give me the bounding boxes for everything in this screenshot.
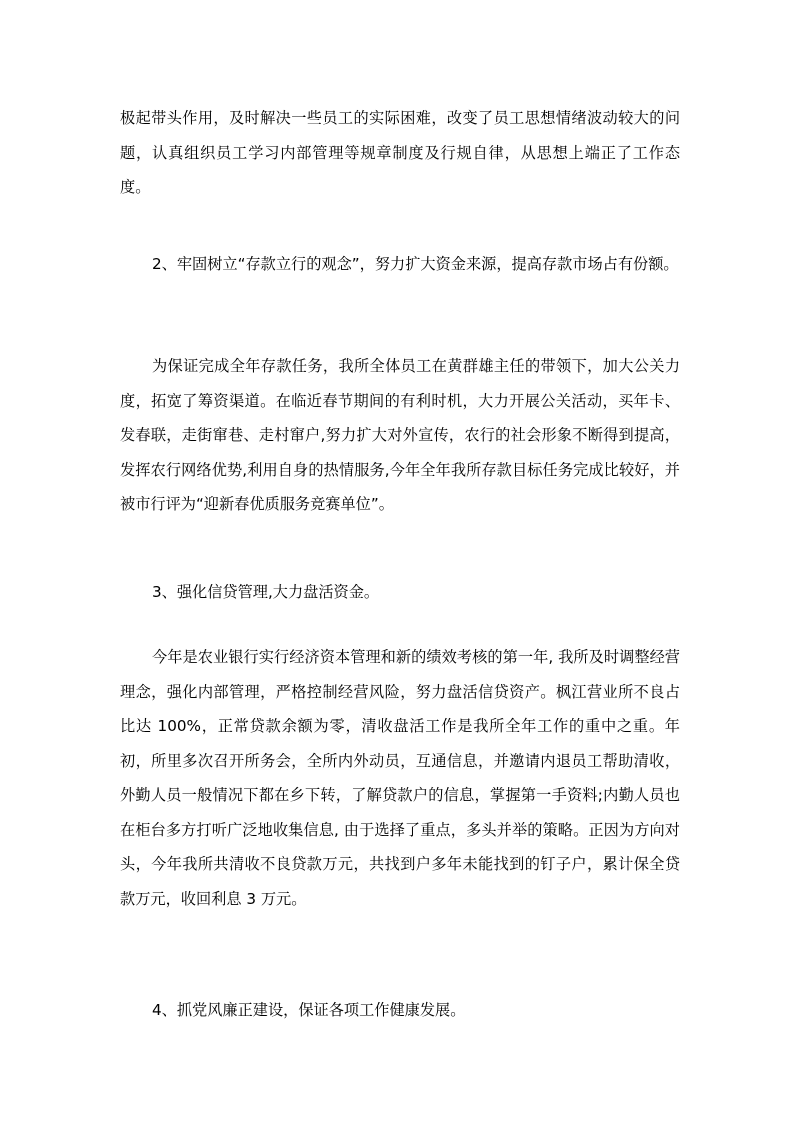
paragraph-credit-management: 今年是农业银行实行经济资本管理和新的绩效考核的第一年, 我所及时调整经营理念，强化内部管理，严格控制经营风险，努力盘活信贷资产。枫江营业所不良占比达 100%，正常贷款余额为零，清收盘活工作是我所全年工作的重中之重。年初，所里多次召开所务会，全所内外动员，互通信息，并邀请内退员工帮助清收，外勤人员一般情况下都在乡下转，了解贷款户的信息，掌握第一手资料;内勤人员也在柜台多方打听广泛地收集信息, 由于选择了重点，多头并举的策略。正因为方向对头，今年我所共清收不良贷款万元，共找到户多年未能找到的钉子户，累计保全贷款万元，收回利息 3 万元。: [120, 648, 680, 908]
section-heading-3: 3、强化信贷管理,大力盘活资金。: [152, 583, 380, 601]
paragraph-continued: 极起带头作用，及时解决一些员工的实际困难，改变了员工思想情绪波动较大的问题，认真组织员工学习内部管理等规章制度及行规自律，从思想上端正了工作态度。: [120, 109, 680, 196]
paragraph-deposit-task: 为保证完成全年存款任务，我所全体员工在黄群雄主任的带领下，加大公关力度，拓宽了筹资渠道。在临近春节期间的有利时机，大力开展公关活动，买年卡、发春联，走街窜巷、走村窜户,努力扩大对外宣传，农行的社会形象不断得到提高，发挥农行网络优势,利用自身的热情服务,今年全年我所存款目标任务完成比较好，并被市行评为“迎新春优质服务竞赛单位”。: [120, 357, 680, 513]
section-heading-2: 2、牢固树立“存款立行的观念”，努力扩大资金来源，提高存款市场占有份额。: [152, 255, 679, 273]
section-heading-4: 4、抓党风廉正建设，保证各项工作健康发展。: [152, 1001, 466, 1019]
